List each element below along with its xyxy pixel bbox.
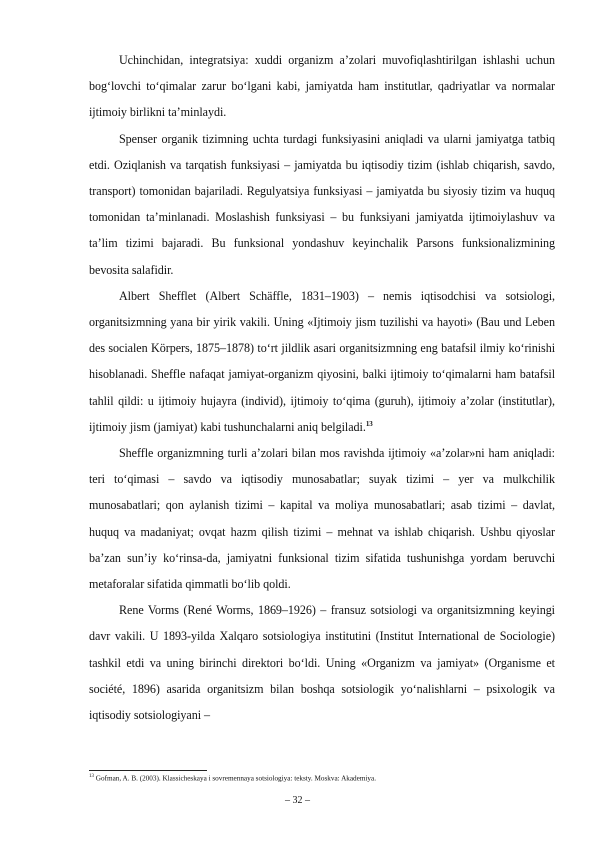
paragraph-text: Albert Shefflet (Albert Schäffle, 1831–1903) – nemis iqtisodchisi va sotsiologi, organitsizmning yana bir yirik vakili. Uning «Ijtimoiy jism tuzilishi va hayoti» (Bau und Leben des socialen Körpers, 1875–1878) to‘rt jildlik asari organitsizmning eng batafsil ilmiy ko‘rinishi hisoblanadi. Sheffle nafaqat jamiyat-organizm qiyosini, balki ijtimoiy to‘qimalarni ham batafsil tahlil qildi: u ijtimoiy hujayra (individ), ijtimoiy to‘qima (guruh), ijtimoiy a’zolar (institutlar), ijtimoiy jism (jamiyat) kabi tushunchalarni aniq belgiladi. (89, 288, 555, 434)
paragraph-schaffle (89, 283, 555, 440)
paragraph-social-organs (89, 440, 555, 597)
paragraph-text: Uchinchidan, integratsiya: xuddi organizm a’zolari muvofiqlashtirilgan ishlashi uchun bog‘lovchi to‘qimalar zarur bo‘lgani kabi, jamiyatda ham institutlar, qadriyatlar va normalar ijtimoiy birlikni ta’minlaydi. (89, 53, 555, 120)
footnote-text: Gofman, A. B. (2003). Klassicheskaya i sovremennaya sotsiologiya: teksty. Moskva: Akademiya. (95, 774, 376, 783)
footnote-number: 13 (89, 774, 94, 779)
page-number: – 32 – (285, 795, 310, 806)
footnote (89, 772, 555, 783)
footnote-reference: 13 (365, 419, 373, 428)
paragraph-spencer-functions (89, 126, 555, 283)
paragraph-worms (89, 597, 555, 728)
body-text (89, 47, 555, 728)
paragraph-text: Spenser organik tizimning uchta turdagi funksiyasini aniqladi va ularni jamiyatga tatbiq etdi. Oziqlanish va tarqatish funksiyasi – jamiyatda bu iqtisodiy tizim (ishlab chiqarish, savdo, transport) tomonidan bajariladi. Regulyatsiya funksiyasi – jamiyatda bu siyosiy tizim va huquq tomonidan ta’minlanadi. Moslashish funksiyasi – bu funksiyani jamiyatda ijtimoiylashuv va ta’lim tizimi bajaradi. Bu funksional yondashuv keyinchalik Parsons funksionalizmining bevosita salafidir. (89, 131, 555, 277)
paragraph-integration (89, 47, 555, 126)
footnote-divider (89, 770, 207, 771)
paragraph-text: Rene Vorms (René Worms, 1869–1926) – fransuz sotsiologi va organitsizmning keyingi davr vakili. U 1893-yilda Xalqaro sotsiologiya institutini (Institut International de Sociologie) tashkil etdi va uning birinchi direktori bo‘ldi. Uning «Organizm va jamiyat» (Organisme et société, 1896) asarida organitsizm bilan boshqa sotsiologik yo‘nalishlarni – psixologik va iqtisodiy sotsiologiyani – (89, 603, 555, 723)
paragraph-text: Sheffle organizmning turli a’zolari bilan mos ravishda ijtimoiy «a’zolar»ni ham aniqladi: teri to‘qimasi – savdo va iqtisodiy munosabatlar; suyak tizimi – yer va mulkchilik munosabatlari; qon aylanish tizimi – kapital va moliya munosabatlari; asab tizimi – davlat, huquq va madaniyat; ovqat hazm qilish tizimi – mehnat va ishlab chiqarish. Ushbu qiyoslar ba’zan sun’iy ko‘rinsa-da, jamiyatni funksional tizim sifatida tushunishga yordam beruvchi metaforalar sifatida qimmatli bo‘lib qoldi. (89, 446, 555, 592)
